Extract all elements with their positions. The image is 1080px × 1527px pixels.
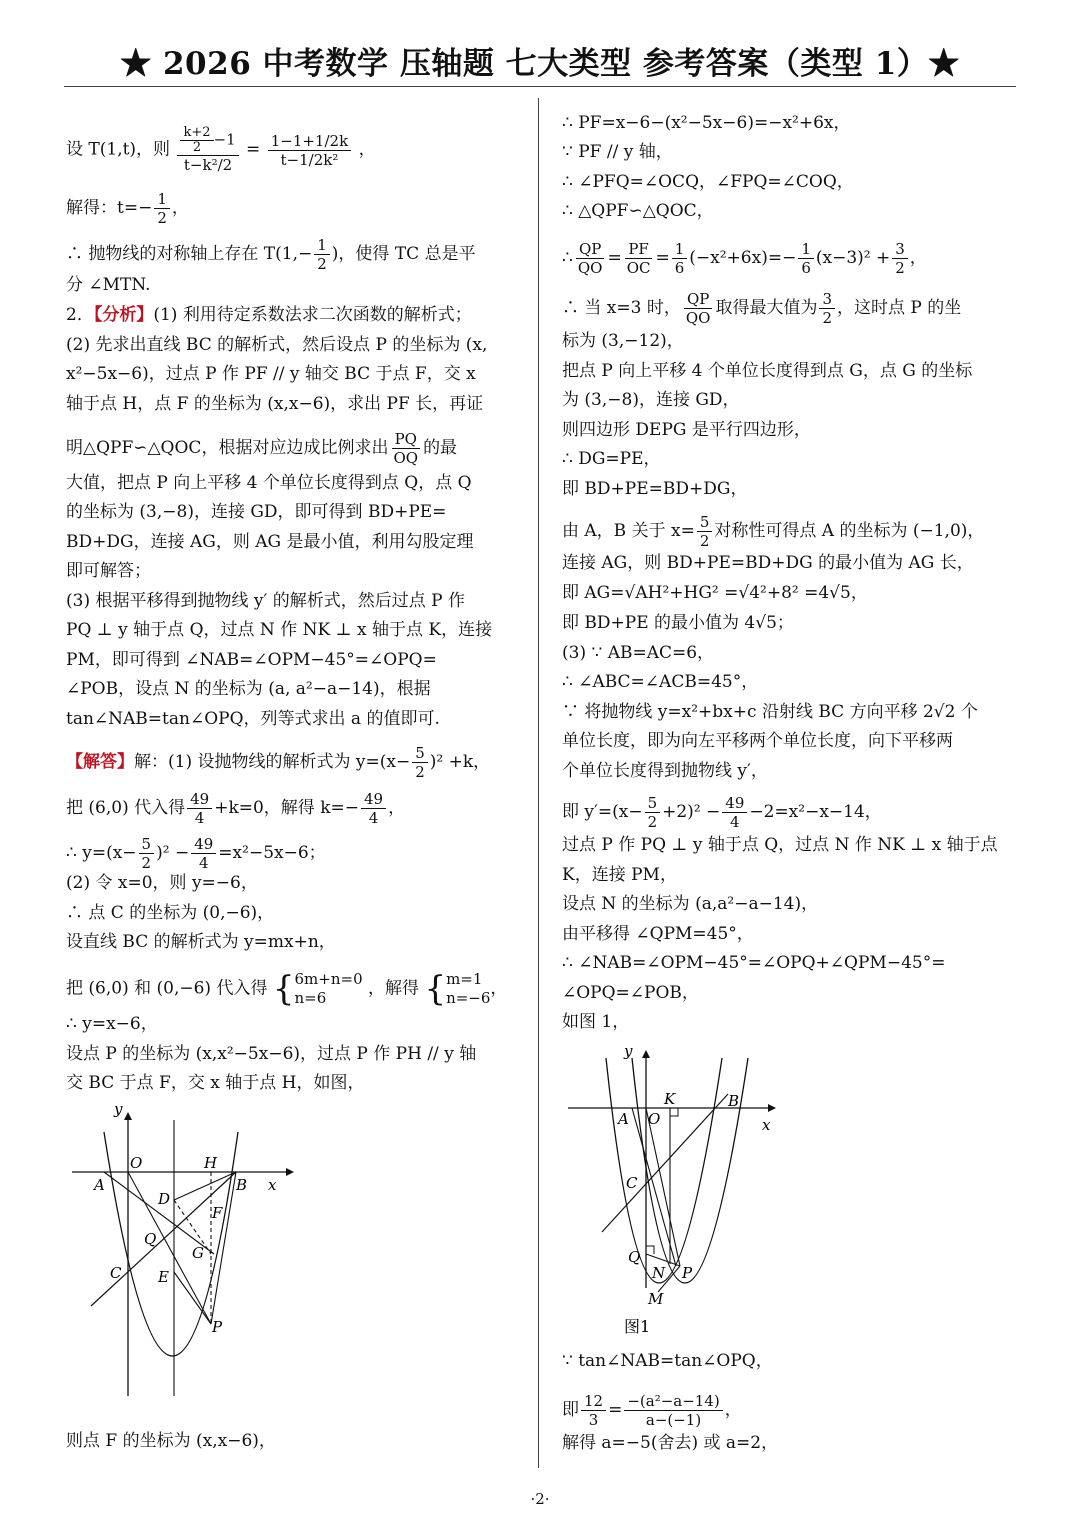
text-line: (3) 根据平移得到抛物线 y′ 的解析式，然后过点 P 作 — [66, 591, 466, 611]
text-line: 交 BC 于点 F，交 x 轴于点 H，如图， — [66, 1073, 365, 1093]
text-line: 把 (6,0) 和 (0,−6) 代入得 { 6m+n=0 n=6 ，解得 { m=1 n=−6 ， — [66, 969, 508, 1009]
text-line: PM，即可得到 ∠NAB=∠OPM−45°=∠OPQ= — [66, 650, 437, 670]
fraction: $\frac{5}{2}$ — [139, 835, 155, 872]
text-line: 大值，把点 P 向上平移 4 个单位长度得到点 Q，点 Q — [66, 473, 472, 493]
text-line: 设直线 BC 的解析式为 y=mx+n， — [66, 932, 336, 952]
analysis-tag: 【分析】 — [93, 305, 154, 325]
text-line: 由平移得 ∠QPM=45°， — [562, 924, 754, 944]
fraction: $\frac{49}{4}$ — [187, 790, 212, 827]
text-line: (2) 令 x=0，则 y=−6， — [66, 873, 258, 893]
text-line: ∵ PF // y 轴， — [562, 142, 673, 162]
text-line: 【解答】解：(1) 设抛物线的解析式为 y=(x− $\frac{5}{2}$ )² +k， — [66, 744, 491, 781]
line-an — [632, 1108, 676, 1266]
text-line: 设 T(1,t)，则 $\frac{k+2}{2}$ −1 t−k²/2 = $\frac{1-1+1/2k}{\text{t−1/2k²}}$ ， — [66, 125, 376, 174]
text-line: ∵ 将抛物线 y=x²+bx+c 沿射线 BC 方向平移 2√2 个 — [562, 702, 978, 722]
text-line: ∴ y=x−6， — [66, 1014, 158, 1034]
text-line: ∴ 抛物线的对称轴上存在 T(1,− $\frac{1}{2}$ )，使得 TC 总是平 — [66, 236, 476, 273]
text-line: 由 A，B 关于 x= $\frac{5}{2}$ 对称性可得点 A 的坐标为 (−1,0)， — [562, 513, 985, 550]
text-line: 明△QPF∽△QOC，根据对应边成比例求出 $\frac{PQ}{OQ}$ 的最 — [66, 430, 458, 467]
fraction: $\frac{3}{2}$ — [819, 290, 835, 327]
text-line: ∠POB，设点 N 的坐标为 (a, a²−a−14)，根据 — [66, 679, 431, 699]
label-d: D — [158, 1190, 171, 1208]
right-angle-k — [670, 1108, 678, 1116]
fraction: $\frac{QP}{QO}$ — [577, 240, 603, 277]
fraction: $\frac{1-1+1/2k}{\text{t−1/2k²}}$ — [268, 132, 351, 169]
text-line: 即 BD+PE 的最小值为 4√5； — [562, 613, 794, 633]
label-x: x — [762, 1116, 771, 1134]
text-line: 即 y′=(x− $\frac{5}{2}$ +2)² − $\frac{49}{4}$ −2=x²−x−14， — [562, 794, 882, 831]
label-m: M — [648, 1290, 664, 1308]
text-line: 设点 N 的坐标为 (a,a²−a−14)， — [562, 894, 819, 914]
label-x: x — [268, 1176, 277, 1194]
line-ep — [174, 1272, 211, 1324]
fraction: $\frac{\text{−(a²−a−14)}}{a-(-1)}$ — [624, 1392, 722, 1429]
label-y: y — [624, 1042, 633, 1060]
text-line: 个单位长度得到抛物线 y′， — [562, 761, 768, 781]
y-axis-arrow — [642, 1050, 650, 1058]
text-line: tan∠NAB=tan∠OPQ，列等式求出 a 的值即可. — [66, 709, 440, 729]
text: 设 T(1,t)，则 — [66, 139, 171, 160]
text-line: ∴ $\frac{QP}{QO}$ = $\frac{PF}{OC}$ = $\frac{1}{6}$ (−x²+6x)=− $\frac{1}{6}$ (x−3)² + $\frac{3}{2}$ ， — [562, 240, 927, 277]
fraction: $\frac{1}{6}$ — [672, 240, 688, 277]
label-k: K — [664, 1090, 676, 1108]
text-line: 连接 AG，则 BD+PE=BD+DG 的最小值为 AG 长， — [562, 553, 974, 573]
text-line: 为 (3,−8)，连接 GD， — [562, 390, 740, 410]
label-o: O — [130, 1154, 143, 1172]
parabola-figure-left — [66, 1100, 296, 1404]
page-number: ·2· — [530, 1490, 550, 1508]
text-line: 即可解答； — [66, 561, 151, 581]
text-line: 设点 P 的坐标为 (x,x²−5x−6)，过点 P 作 PH // y 轴 — [66, 1044, 477, 1064]
text-line: 则四边形 DEPG 是平行四边形， — [562, 420, 811, 440]
text-line: ∴ PF=x−6−(x²−5x−6)=−x²+6x， — [562, 113, 851, 133]
label-a: A — [618, 1110, 629, 1128]
line-pb — [211, 1172, 236, 1324]
label-y: y — [114, 1100, 123, 1118]
text-line: 把 (6,0) 代入得 $\frac{49}{4}$ +k=0，解得 k=− $\frac{49}{4}$ ， — [66, 790, 406, 827]
text-line: ∴ DG=PE， — [562, 449, 661, 469]
label-q: Q — [628, 1248, 641, 1266]
title-divider — [64, 86, 1016, 87]
text-line: ∴ ∠NAB=∠OPM−45°=∠OPQ+∠QPM−45°= — [562, 953, 946, 973]
line-op — [646, 1108, 680, 1266]
text-line: 把点 P 向上平移 4 个单位长度得到点 G，点 G 的坐标 — [562, 361, 973, 381]
label-c: C — [110, 1264, 122, 1282]
equation-system: { m=1 n=−6 — [424, 969, 491, 1009]
fraction: $\frac{1}{2}$ — [154, 190, 170, 227]
text-line: (3) ∵ AB=AC=6， — [562, 643, 715, 663]
label-f: F — [212, 1204, 223, 1222]
text-line: 即 AG=√AH²+HG² =√4²+8² =4√5， — [562, 583, 868, 603]
page-title: ★ 2026 中考数学 压轴题 七大类型 参考答案（类型 1）★ — [120, 46, 960, 82]
text-line: K，连接 PM， — [562, 865, 677, 885]
column-divider — [538, 98, 539, 1468]
fraction: $\frac{5}{2}$ — [645, 794, 661, 831]
line-ag — [104, 1172, 214, 1254]
text-line: (2) 先求出直线 BC 的解析式，然后设点 P 的坐标为 (x, — [66, 335, 488, 355]
parabola-figure-right — [562, 1038, 792, 1342]
text-line: x²−5x−6)，过点 P 作 PF // y 轴交 BC 于点 F，交 x — [66, 364, 476, 384]
text-line: ∠OPQ=∠POB， — [562, 983, 699, 1003]
label-q: Q — [144, 1230, 157, 1248]
fraction: $\frac{5}{2}$ — [697, 513, 713, 550]
fraction: $\frac{1}{6}$ — [798, 240, 814, 277]
text-line: ∴ y=(x− $\frac{5}{2}$ )² − $\frac{49}{4}$ =x²−5x−6； — [66, 835, 326, 872]
label-b: B — [236, 1176, 248, 1194]
fraction: $\frac{QP}{QO}$ — [685, 290, 711, 327]
y-axis-arrow — [124, 1112, 132, 1120]
fraction: $\frac{k+2}{2}$ −1 t−k²/2 — [177, 126, 238, 174]
text-line: 解得 a=−5(舍去) 或 a=2， — [562, 1433, 779, 1453]
line-db — [174, 1172, 236, 1200]
label-p: P — [212, 1318, 223, 1336]
solution-tag: 【解答】 — [66, 752, 134, 772]
text-line: 轴于点 H，点 F 的坐标为 (x,x−6)，求出 PF 长，再证 — [66, 394, 484, 414]
label-c: C — [626, 1174, 638, 1192]
text-line: ∵ tan∠NAB=tan∠OPQ， — [562, 1351, 773, 1371]
fraction: $\frac{PF}{OC}$ — [626, 240, 651, 277]
fraction: $\frac{PQ}{OQ}$ — [393, 430, 419, 467]
text-line: 过点 P 作 PQ ⊥ y 轴于点 Q，过点 N 作 NK ⊥ x 轴于点 — [562, 835, 998, 855]
label-a: A — [94, 1176, 105, 1194]
label-g: G — [192, 1244, 204, 1262]
text-line: 则点 F 的坐标为 (x,x−6)， — [66, 1431, 276, 1451]
text-line: 即 BD+PE=BD+DG， — [562, 479, 748, 499]
fraction: $\frac{49}{4}$ — [722, 794, 747, 831]
text-line: 分 ∠MTN. — [66, 275, 151, 295]
text-line: ∴ 点 C 的坐标为 (0,−6)， — [66, 903, 275, 923]
equation-system: { 6m+n=0 n=6 — [272, 969, 363, 1009]
x-axis-arrow — [768, 1104, 776, 1112]
label-b: B — [728, 1092, 740, 1110]
text-line: ∴ △QPF∽△QOC， — [562, 201, 714, 221]
text-line: BD+DG，连接 AG，则 AG 是最小值，利用勾股定理 — [66, 532, 474, 552]
label-h: H — [204, 1154, 218, 1172]
fraction: $\frac{3}{2}$ — [892, 240, 908, 277]
text-line: 如图 1， — [562, 1012, 630, 1032]
text-line: PQ ⊥ y 轴于点 Q，过点 N 作 NK ⊥ x 轴于点 K，连接 — [66, 620, 493, 640]
figure-caption: 图1 — [624, 1317, 651, 1336]
text-line: 即 $\frac{12}{3}$ = $\frac{\text{−(a²−a−14)}}{a-(-1)}$ ， — [562, 1392, 742, 1429]
text-line: 单位长度，即为向左平移两个单位长度，向下平移两 — [562, 731, 953, 751]
fraction: $\frac{5}{2}$ — [412, 744, 428, 781]
text-line: ∴ ∠PFQ=∠OCQ，∠FPQ=∠COQ， — [562, 172, 854, 192]
text-line: 2．【分析】(1) 利用待定系数法求二次函数的解析式； — [66, 305, 472, 325]
fraction: $\frac{49}{4}$ — [361, 790, 386, 827]
text-line: ∴ ∠ABC=∠ACB=45°， — [562, 672, 759, 692]
fraction: $\frac{1}{2}$ — [314, 236, 330, 273]
label-e: E — [158, 1268, 169, 1286]
label-o: O — [648, 1110, 661, 1128]
fraction: $\frac{49}{4}$ — [191, 835, 216, 872]
label-n: N — [652, 1264, 666, 1282]
x-axis-arrow — [286, 1168, 294, 1176]
right-angle-q — [646, 1246, 654, 1254]
text-line: 解得：t=− $\frac{1}{2}$ ， — [66, 190, 189, 227]
text-line: 标为 (3,−12)， — [562, 331, 684, 351]
text-line: ∴ 当 x=3 时， $\frac{QP}{QO}$ 取得最大值为 $\frac{3}{2}$ ，这时点 P 的坐 — [562, 290, 962, 327]
fraction: $\frac{12}{3}$ — [581, 1392, 606, 1429]
label-p: P — [682, 1264, 693, 1282]
text-line: 的坐标为 (3,−8)，连接 GD，即可得到 BD+PE= — [66, 502, 447, 522]
